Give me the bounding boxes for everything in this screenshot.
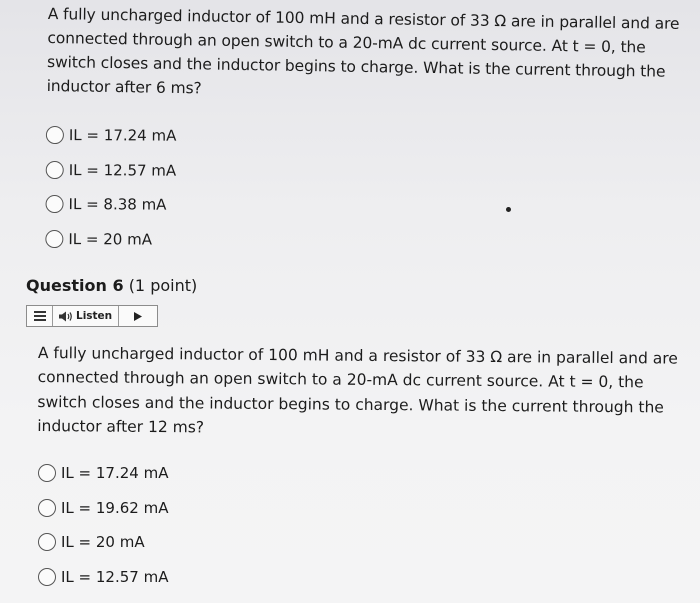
option-label: IL = 8.38 mA	[68, 195, 167, 214]
option-1[interactable]	[46, 118, 177, 153]
radio-button[interactable]	[38, 499, 56, 517]
option-label: IL = 12.57 mA	[61, 567, 169, 586]
question-text: A fully uncharged inductor of 100 mH and a resistor of 33 Ω are in parallel and are connected through an open switch to a 20-mA dc current source. At t = 0, the switch closes and the inductor begins to charge. What is the current through the inductor after 12 ms?	[37, 343, 678, 437]
read-aloud-toolbar	[26, 305, 158, 327]
option-label: IL = 12.57 mA	[68, 160, 177, 180]
previous-question-text: A fully uncharged inductor of 100 mH and a resistor of 33 Ω are in parallel and are connected through an open switch to a 20-mA dc current source. At t = 0, the switch closes and the inductor begins to charge. What is the current through the inductor after 6 ms?	[46, 4, 680, 98]
mouse-pointer-dot	[506, 207, 511, 212]
option-label: IL = 20 mA	[61, 533, 145, 552]
previous-question-options	[45, 118, 176, 257]
option-label: IL = 20 mA	[68, 229, 153, 249]
play-button[interactable]	[119, 306, 157, 326]
option-2[interactable]	[46, 152, 177, 187]
play-icon	[134, 312, 142, 321]
speaker-icon	[59, 311, 73, 322]
option-2[interactable]	[38, 491, 168, 526]
radio-button[interactable]	[38, 568, 56, 586]
radio-button[interactable]	[46, 195, 64, 213]
radio-button[interactable]	[38, 464, 56, 482]
menu-icon[interactable]	[27, 306, 53, 326]
radio-button[interactable]	[38, 533, 56, 551]
option-3[interactable]	[38, 525, 168, 560]
listen-button[interactable]	[53, 306, 119, 326]
option-label: IL = 19.62 mA	[61, 498, 169, 517]
radio-button[interactable]	[46, 161, 64, 179]
question-options	[38, 456, 168, 594]
option-4[interactable]	[38, 560, 168, 595]
option-4[interactable]	[45, 221, 176, 256]
question-header	[26, 276, 197, 295]
option-1[interactable]	[38, 456, 168, 491]
option-3[interactable]	[45, 187, 176, 222]
question-points: (1 point)	[128, 276, 198, 295]
radio-button[interactable]	[46, 126, 64, 144]
option-label: IL = 17.24 mA	[68, 126, 177, 145]
option-label: IL = 17.24 mA	[61, 464, 169, 483]
listen-label: Listen	[76, 310, 113, 322]
question-number: Question 6	[26, 276, 124, 295]
radio-button[interactable]	[45, 230, 63, 248]
